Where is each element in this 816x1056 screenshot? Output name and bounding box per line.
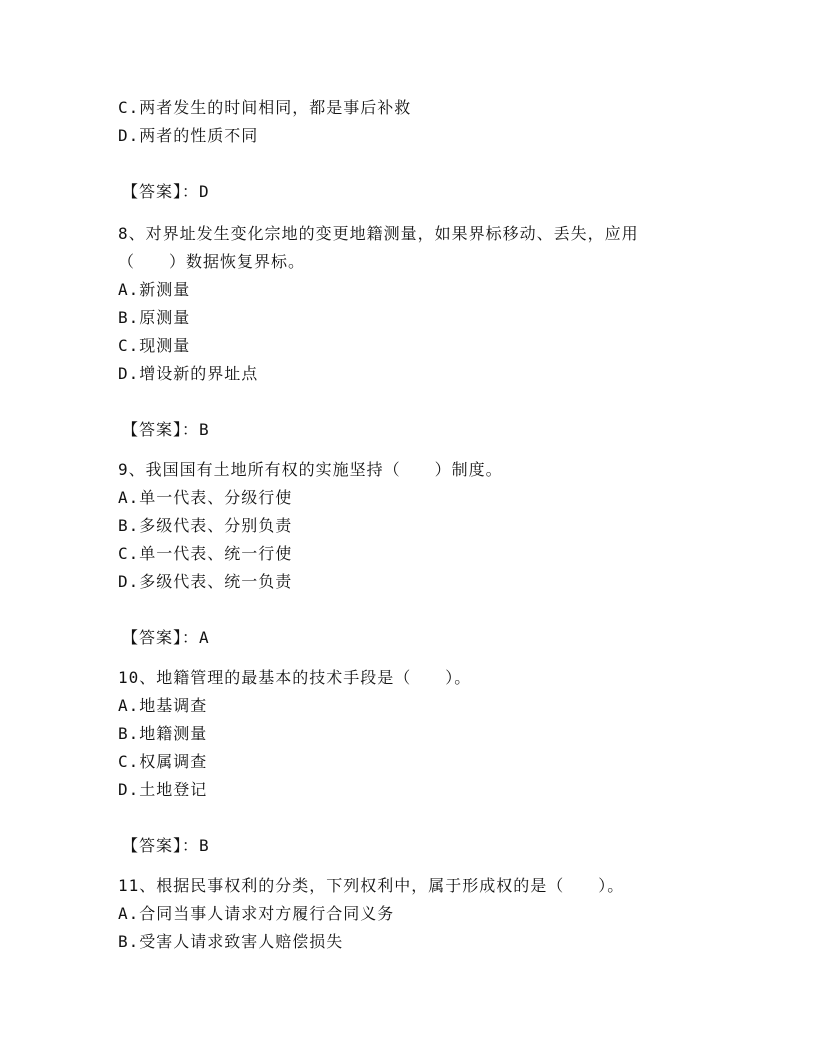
option-text: C.单一代表、统一行使	[118, 544, 293, 563]
option-text: D.增设新的界址点	[118, 364, 259, 383]
answer-line: 【答案】：D	[122, 182, 210, 201]
option-text: D.两者的性质不同	[118, 126, 259, 145]
option-text: C.现测量	[118, 336, 191, 355]
option-text: A.新测量	[118, 280, 191, 299]
option-text: A.单一代表、分级行使	[118, 488, 293, 507]
option-text: B.地籍测量	[118, 724, 208, 743]
option-text: A.合同当事人请求对方履行合同义务	[118, 904, 395, 923]
answer-line: 【答案】：B	[122, 836, 210, 855]
question-text: （ ）数据恢复界标。	[118, 252, 306, 271]
option-text: D.土地登记	[118, 780, 208, 799]
option-text: B.原测量	[118, 308, 191, 327]
question-text: 8、对界址发生变化宗地的变更地籍测量，如果界标移动、丢失，应用	[118, 224, 639, 243]
option-text: D.多级代表、统一负责	[118, 572, 293, 591]
answer-line: 【答案】：A	[122, 628, 210, 647]
option-text: B.多级代表、分别负责	[118, 516, 293, 535]
option-text: C.权属调查	[118, 752, 208, 771]
answer-line: 【答案】：B	[122, 420, 210, 439]
question-text: 9、我国国有土地所有权的实施坚持（ ）制度。	[118, 460, 503, 479]
question-text: 11、根据民事权利的分类，下列权利中，属于形成权的是（ ）。	[118, 876, 625, 895]
question-text: 10、地籍管理的最基本的技术手段是（ ）。	[118, 668, 472, 687]
option-text: C.两者发生的时间相同，都是事后补救	[118, 98, 412, 117]
option-text: A.地基调查	[118, 696, 208, 715]
option-text: B.受害人请求致害人赔偿损失	[118, 932, 344, 951]
